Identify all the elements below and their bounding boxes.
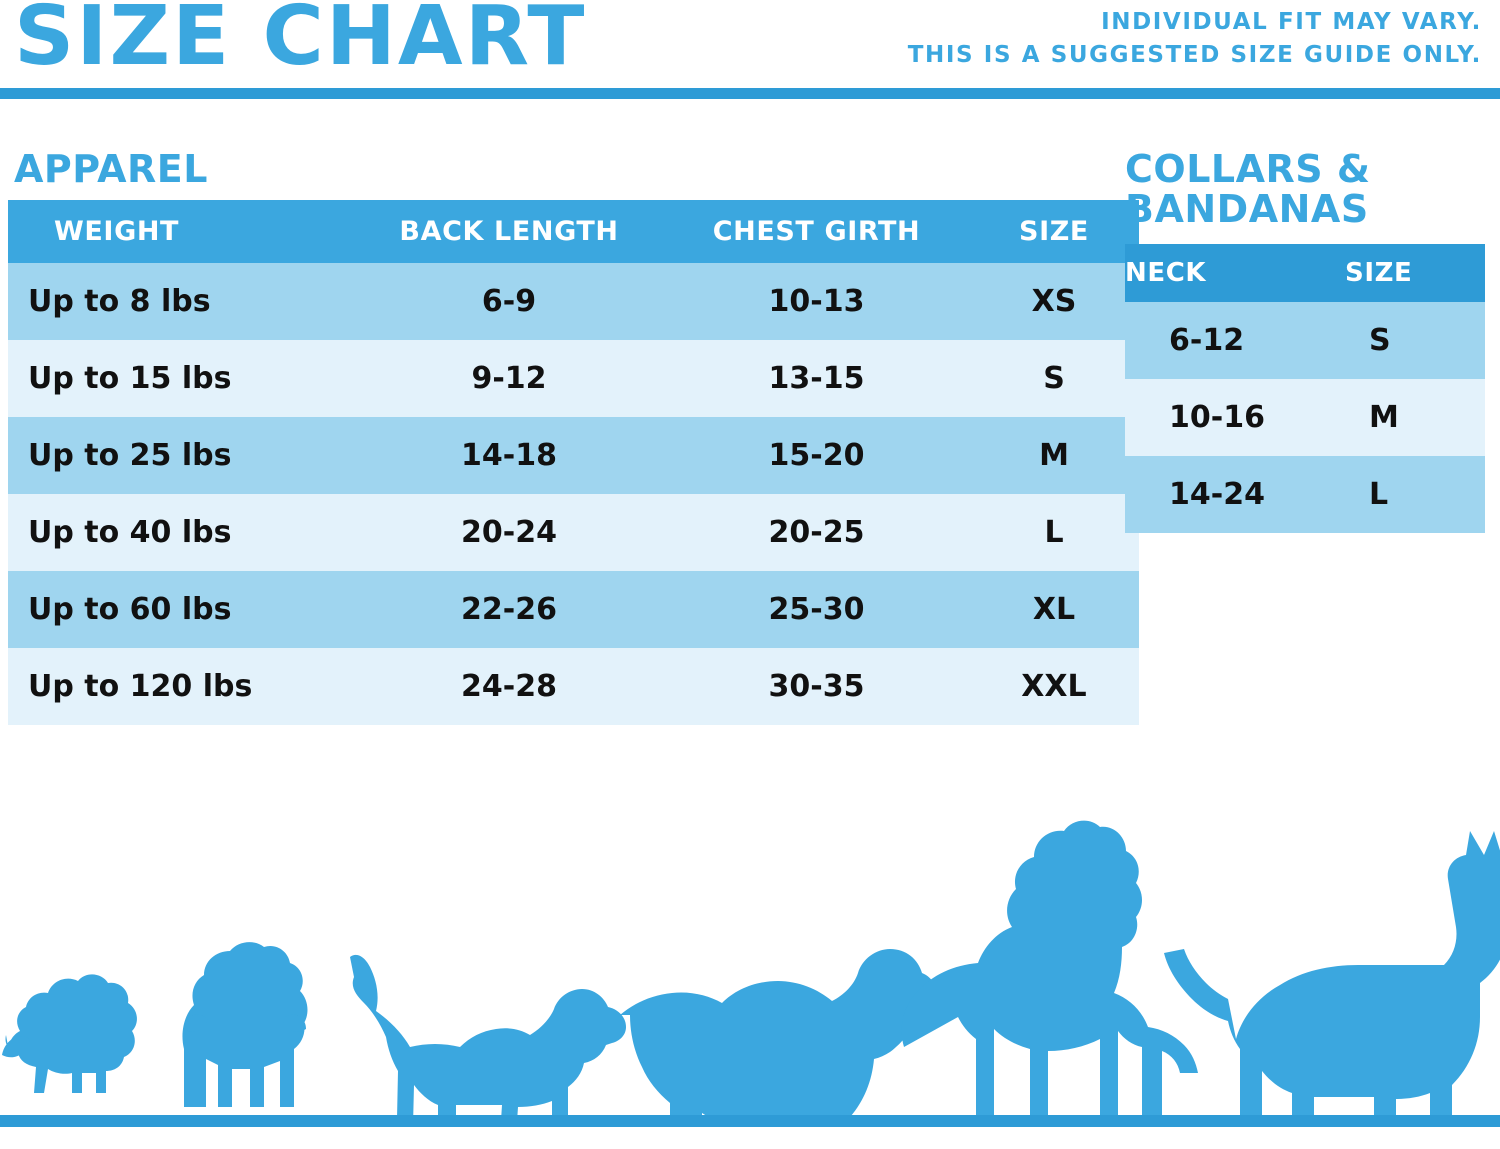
apparel-cell-chest-girth: 25-30: [664, 571, 969, 648]
apparel-cell-back-length: 24-28: [354, 648, 664, 725]
collars-size-table: [1125, 244, 1485, 533]
table-row: [8, 340, 1139, 417]
beagle-silhouette: [350, 955, 626, 1127]
apparel-cell-size: XL: [969, 571, 1139, 648]
apparel-cell-weight: Up to 25 lbs: [8, 417, 354, 494]
apparel-cell-size: M: [969, 417, 1139, 494]
apparel-cell-back-length: 9-12: [354, 340, 664, 417]
collars-heading-line-1: COLLARS &: [1125, 147, 1371, 191]
apparel-cell-chest-girth: 15-20: [664, 417, 969, 494]
apparel-header-row: [8, 200, 1139, 263]
collars-column-neck: NECK: [1125, 244, 1345, 302]
header-disclaimer: [908, 6, 1482, 73]
table-row: [8, 494, 1139, 571]
apparel-cell-chest-girth: 10-13: [664, 263, 969, 340]
table-row: [1125, 302, 1485, 379]
collars-cell-neck: 14-24: [1125, 456, 1345, 533]
collars-cell-size: S: [1345, 302, 1485, 379]
collars-header-row: [1125, 244, 1485, 302]
apparel-cell-back-length: 6-9: [354, 263, 664, 340]
table-row: [8, 648, 1139, 725]
collars-cell-neck: 6-12: [1125, 302, 1345, 379]
header-divider: [0, 88, 1500, 99]
collars-heading-line-2: BANDANAS: [1125, 186, 1369, 231]
apparel-cell-size: L: [969, 494, 1139, 571]
collars-cell-neck: 10-16: [1125, 379, 1345, 456]
page-title: SIZE CHART: [14, 0, 587, 84]
apparel-cell-chest-girth: 20-25: [664, 494, 969, 571]
table-row: [1125, 456, 1485, 533]
collars-cell-size: M: [1345, 379, 1485, 456]
pug-silhouette: [182, 942, 307, 1107]
collars-section: [1125, 147, 1485, 533]
collars-heading: [1125, 147, 1485, 231]
terrier-silhouette: [902, 821, 1198, 1127]
apparel-cell-weight: Up to 120 lbs: [8, 648, 354, 725]
apparel-cell-weight: Up to 40 lbs: [8, 494, 354, 571]
apparel-cell-weight: Up to 15 lbs: [8, 340, 354, 417]
apparel-cell-back-length: 22-26: [354, 571, 664, 648]
apparel-cell-back-length: 20-24: [354, 494, 664, 571]
dog-silhouettes-illustration: [0, 807, 1500, 1127]
pomeranian-silhouette: [2, 974, 137, 1093]
apparel-column-weight: WEIGHT: [8, 200, 354, 263]
disclaimer-line-2: THIS IS A SUGGESTED SIZE GUIDE ONLY.: [907, 42, 1482, 69]
great-dane-silhouette: [1164, 831, 1500, 1127]
apparel-cell-back-length: 14-18: [354, 417, 664, 494]
table-row: [8, 263, 1139, 340]
apparel-cell-size: XS: [969, 263, 1139, 340]
table-row: [8, 571, 1139, 648]
apparel-cell-chest-girth: 13-15: [664, 340, 969, 417]
apparel-cell-weight: Up to 60 lbs: [8, 571, 354, 648]
collars-cell-size: L: [1345, 456, 1485, 533]
apparel-column-size: SIZE: [969, 200, 1139, 263]
page-header: [0, 0, 1500, 92]
collars-column-size: SIZE: [1345, 244, 1485, 302]
apparel-cell-size: XXL: [969, 648, 1139, 725]
footer-divider: [0, 1115, 1500, 1127]
apparel-size-table: [8, 200, 1139, 725]
apparel-cell-size: S: [969, 340, 1139, 417]
apparel-cell-weight: Up to 8 lbs: [8, 263, 354, 340]
apparel-heading: APPAREL: [14, 147, 208, 191]
disclaimer-line-1: INDIVIDUAL FIT MAY VARY.: [1101, 9, 1482, 35]
table-row: [8, 417, 1139, 494]
apparel-section: [8, 147, 1096, 725]
apparel-column-back-length: BACK LENGTH: [354, 200, 664, 263]
table-row: [1125, 379, 1485, 456]
apparel-cell-chest-girth: 30-35: [664, 648, 969, 725]
apparel-column-chest-girth: CHEST GIRTH: [664, 200, 969, 263]
cocker-spaniel-silhouette: [620, 949, 936, 1127]
